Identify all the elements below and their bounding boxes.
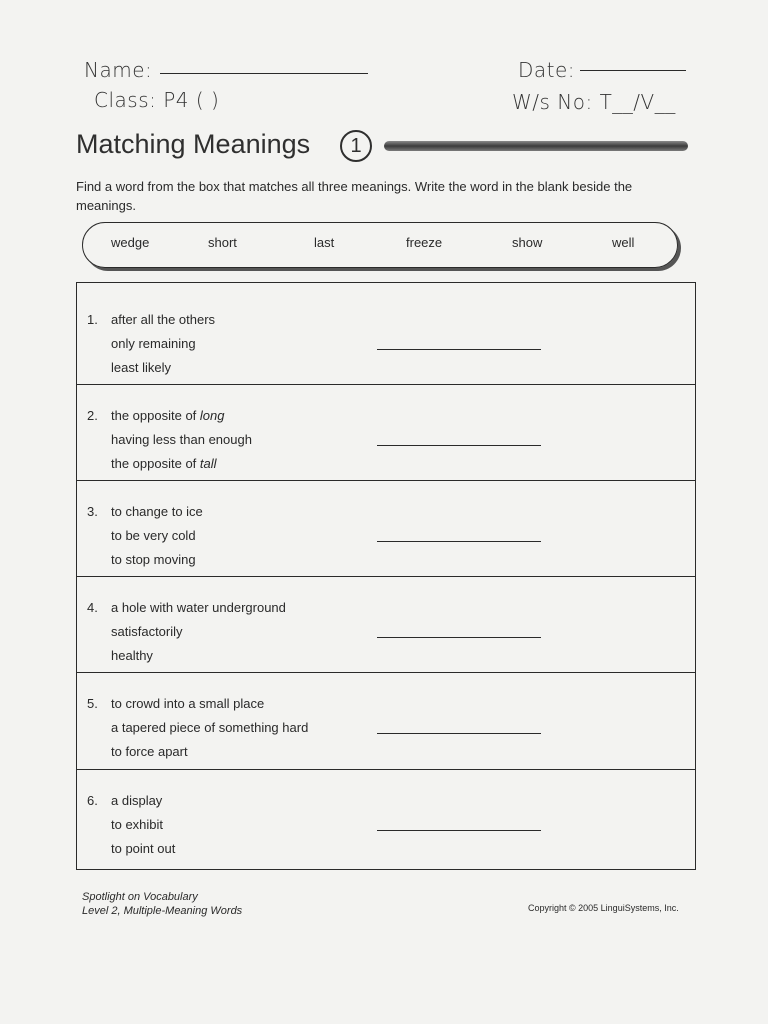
meaning-text: a tapered piece of something hard [111, 720, 309, 735]
word-box-item: well [612, 235, 635, 250]
meaning-text: the opposite of long [111, 408, 225, 423]
meaning-text: a hole with water underground [111, 600, 286, 615]
worksheet-number-label: W/s No: T__/V__ [512, 90, 676, 114]
meaning-text: least likely [111, 360, 171, 375]
meaning-text: a display [111, 793, 163, 808]
meaning-text: to crowd into a small place [111, 696, 265, 711]
meaning-text: to change to ice [111, 504, 203, 519]
meaning-text: after all the others [111, 312, 216, 327]
question-row-1 [77, 287, 695, 383]
meaning-text: satisfactorily [111, 624, 183, 639]
question-number: 5. [87, 696, 98, 711]
meaning-text: to force apart [111, 744, 188, 759]
meaning-text: to be very cold [111, 528, 196, 543]
title-number-badge: 1 [340, 130, 372, 162]
meaning-text: to point out [111, 841, 176, 856]
instructions: Find a word from the box that matches all three meanings. Write the word in the blank beside the meanings. [76, 179, 633, 213]
question-row-6 [77, 768, 695, 864]
date-blank[interactable] [580, 70, 686, 71]
meaning-text: to stop moving [111, 552, 196, 567]
answer-blank[interactable] [377, 830, 541, 831]
question-row-3 [77, 479, 695, 575]
title-decorative-bar [384, 141, 688, 151]
meaning-text: the opposite of tall [111, 456, 217, 471]
meaning-text: to exhibit [111, 817, 164, 832]
name-blank[interactable] [160, 73, 368, 74]
answer-blank[interactable] [377, 637, 541, 638]
meaning-text: only remaining [111, 336, 196, 351]
meaning-text: having less than enough [111, 432, 252, 447]
question-number: 4. [87, 600, 98, 615]
question-row-2 [77, 383, 695, 479]
question-number: 1. [87, 312, 98, 327]
word-box [82, 222, 678, 268]
footer-source [82, 890, 242, 918]
date-label: Date: [518, 58, 576, 82]
footer-line-2: Level 2, Multiple-Meaning Words [82, 905, 243, 917]
word-box-item: freeze [406, 235, 443, 250]
word-box-item: show [512, 235, 543, 250]
question-number: 3. [87, 504, 98, 519]
question-number: 6. [87, 793, 98, 808]
answer-blank[interactable] [377, 349, 541, 350]
answer-blank[interactable] [377, 541, 541, 542]
answer-blank[interactable] [377, 445, 541, 446]
question-row-4 [77, 575, 695, 671]
questions-table [76, 282, 696, 870]
page-title: Matching Meanings [76, 129, 311, 159]
meaning-text: healthy [111, 648, 153, 663]
question-row-5 [77, 671, 695, 767]
word-box-item: last [314, 235, 335, 250]
question-number: 2. [87, 408, 98, 423]
word-box-item: short [208, 235, 237, 250]
class-label: Class: P4 ( ) [94, 88, 220, 112]
answer-blank[interactable] [377, 733, 541, 734]
footer-line-1: Spotlight on Vocabulary [82, 891, 198, 903]
name-label: Name: [84, 58, 153, 82]
word-box-item: wedge [111, 235, 150, 250]
footer-copyright: Copyright © 2005 LinguiSystems, Inc. [528, 903, 679, 913]
